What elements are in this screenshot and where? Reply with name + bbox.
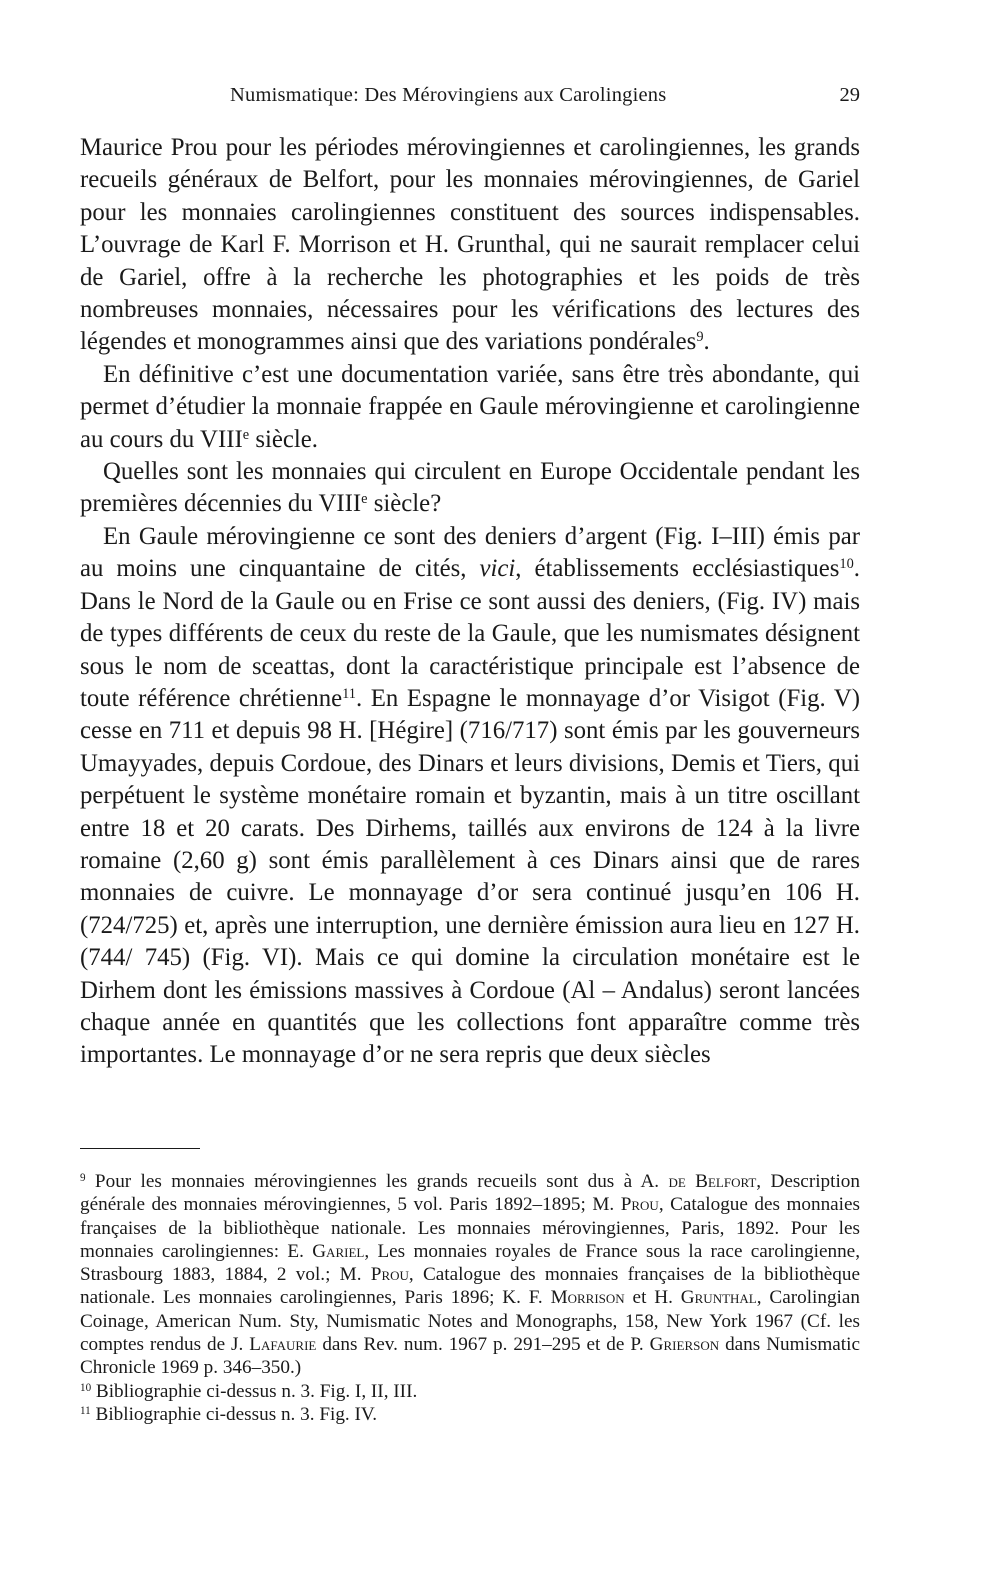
paragraph-2 (80, 359, 860, 456)
paragraph-1 (80, 132, 860, 359)
paragraph-1-end: . (703, 328, 710, 356)
author-name: Grunthal (680, 1287, 757, 1309)
footnote-ref-9: 9 (696, 329, 704, 346)
footnote-text: , Carolingian Coinage, American Num. Sty, Numismatic Notes and Monographs, 158, New York 1967 (Cf. les comptes rendus de J. (80, 1287, 860, 1356)
paragraph-4-part-1: En Gaule mérovingienne ce sont des deniers d’argent (Fig. I–III) émis par au moins une cinquantaine de cités, (80, 522, 860, 583)
paragraph-3-text: Quelles sont les monnaies qui circulent en Europe Occidentale pendant les premières décennies du VIII (80, 458, 860, 518)
author-name: Prou (620, 1194, 659, 1216)
footnote-ref-11: 11 (342, 686, 356, 702)
footnote-text: , Catalogue des monnaies françaises de la bibliothèque nationale. Les monnaies mérovingiennes, Paris, 1892. Pour les monnaies carolingiennes: E. (80, 1194, 860, 1262)
footnotes (80, 1170, 860, 1426)
footnote-text: , Les monnaies royales de France sous la race carolingienne, Strasbourg 1883, 1884, 2 vol.; M. (80, 1240, 860, 1286)
footnote-text: dans Numismatic Chronicle 1969 p. 346–350.) (80, 1334, 860, 1379)
footnote-9 (80, 1170, 860, 1380)
footnote-marker: 9 (80, 1171, 86, 1184)
paragraph-4 (80, 521, 860, 1072)
paragraph-2-text: En définitive c’est une documentation variée, sans être très abondante, qui permet d’étudier la monnaie frappée en Gaule mérovingienne et carolingienne au cours du VIII (80, 360, 860, 453)
footnote-separator (80, 1148, 200, 1149)
author-name: Lafaurie (249, 1334, 317, 1356)
body-text (80, 132, 860, 1072)
running-title: Numismatique: Des Mérovingiens aux Carolingiens (230, 84, 667, 106)
paragraph-4-part-4: . En Espagne le monnayage d’or Visigot (Fig. V) cesse en 711 et depuis 98 H. [Hégire] (716/717) sont émis par les gouverneurs Umayyades, depuis Cordoue, des Dinars et leurs divisions, Demis et Tiers, qui perpétuent le système monétaire romain et byzantin, mais à un titre oscillant entre 18 et 20 carats. Des Dirhems, taillés aux environs de 124 à la livre romaine (2,60 g) sont émis parallèlement à ces Dinars ainsi que de rares monnaies de cuivre. Le monnayage d’or sera continué jusqu’en 106 H. (724/725) et, après une interruption, une dernière émission aura lieu en 127 H. (744/ 745) (Fig. VI). Mais ce qui domine la circulation monétaire est le Dirhem dont les émissions massives à Cordoue (Al – Andalus) seront lancées chaque année en quantités que les collections font apparaître comme très importantes. Le monnayage d’or ne sera repris que deux siècles (80, 684, 861, 1069)
footnote-text: Bibliographie ci-dessus n. 3. Fig. I, II, III. (91, 1380, 418, 1402)
paragraph-4-part-3: . Dans le Nord de la Gaule ou en Frise ce sont aussi des deniers, (Fig. IV) mais de types différents de ceux du reste de la Gaule, que les numismates désignent sous le nom de sceattas, dont la caractéristique principale est l’absence de toute référence chrétienne (80, 555, 860, 712)
ordinal-superscript: e (361, 491, 368, 508)
footnote-marker: 11 (80, 1404, 91, 1417)
ordinal-superscript: e (242, 426, 250, 443)
footnote-text: dans Rev. num. 1967 p. 291–295 et de P. (316, 1334, 650, 1356)
footnote-text: , Description générale des monnaies mérovingiennes, 5 vol. Paris 1892–1895; M. (80, 1171, 860, 1216)
footnote-text: , Catalogue des monnaies françaises de la bibliothèque nationale. Les monnaies carolingiennes, Paris 1896; K. F. (80, 1264, 861, 1309)
author-name: Prou (370, 1264, 409, 1286)
author-name: Grierson (649, 1334, 720, 1356)
footnote-text: et H. (624, 1287, 681, 1309)
author-name: Morrison (550, 1287, 625, 1309)
running-head (80, 80, 860, 110)
paragraph-4-part-2: , établissements ecclésiastiques (515, 555, 840, 583)
footnote-ref-10: 10 (839, 556, 854, 573)
italic-term-vici: vici (479, 555, 516, 583)
paragraph-1-text: Maurice Prou pour les périodes mérovingiennes et carolingiennes, les grands recueils généraux de Belfort, pour les monnaies mérovingiennes, de Gariel pour les monnaies carolingiennes constituent des sources indispensables. L’ouvrage de Karl F. Morrison et H. Grunthal, qui ne saurait remplacer celui de Gariel, offre à la recherche les photographies et les poids de très nombreuses monnaies, nécessaires pour les vérifications des lectures des légendes et monogrammes ainsi que des variations pondérales (80, 134, 860, 356)
page-number: 29 (839, 84, 860, 106)
paragraph-3 (80, 456, 860, 521)
paragraph-2-end: siècle. (249, 425, 318, 453)
footnote-11 (80, 1403, 860, 1426)
footnote-marker: 10 (80, 1381, 92, 1394)
footnote-text: Pour les monnaies mérovingiennes les grands recueils sont dus à A. (85, 1171, 669, 1192)
author-name: Gariel (312, 1240, 365, 1262)
footnote-10 (80, 1380, 860, 1403)
footnote-text: Bibliographie ci-dessus n. 3. Fig. IV. (90, 1403, 378, 1425)
paragraph-3-end: siècle? (367, 490, 442, 518)
author-name: de Belfort (668, 1171, 757, 1192)
